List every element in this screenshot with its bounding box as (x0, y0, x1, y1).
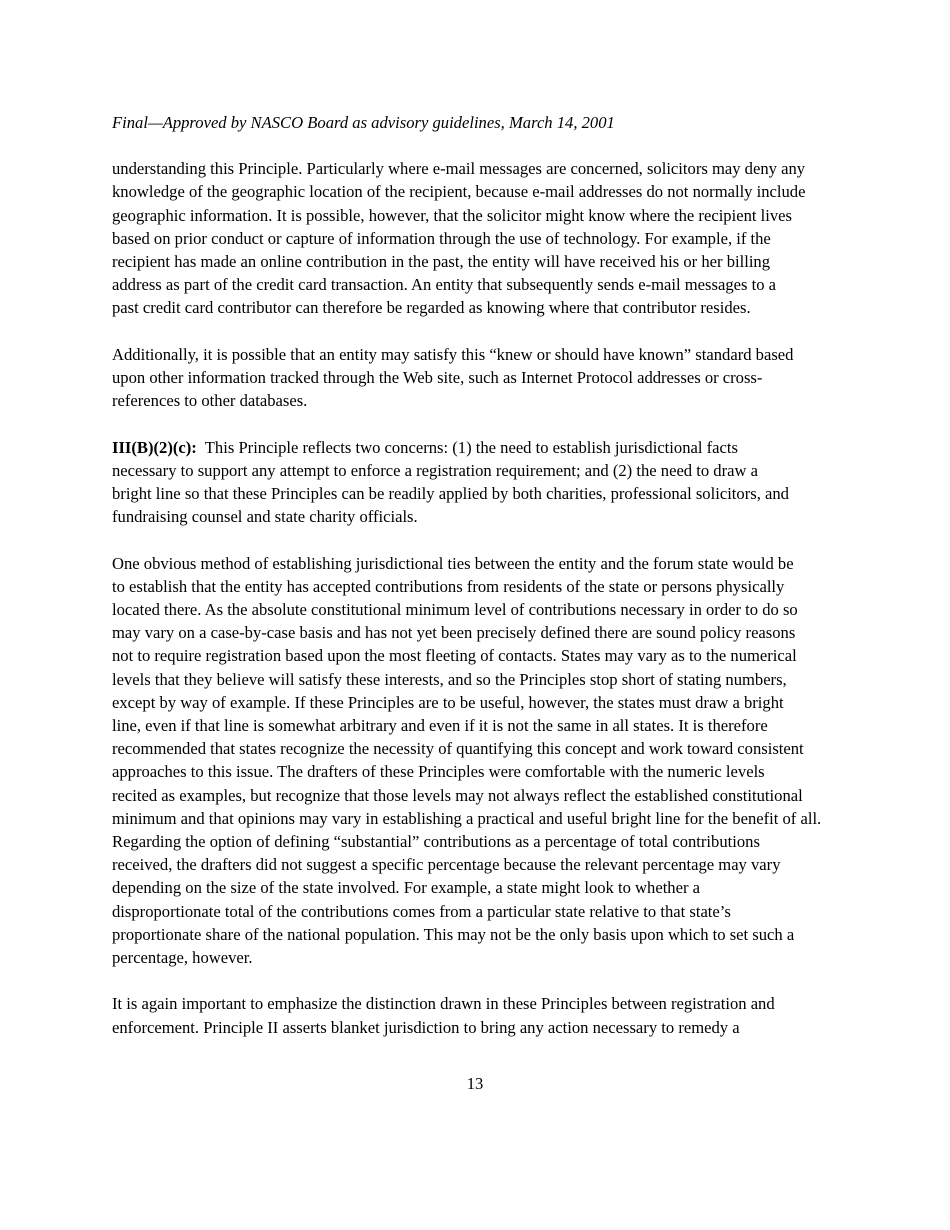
paragraph-line: address as part of the credit card transaction. An entity that subsequently sends e-mail messages to a (112, 275, 777, 295)
paragraph (112, 343, 847, 413)
paragraph-line: geographic information. It is possible, however, that the solicitor might know where the recipient lives (112, 205, 792, 225)
paragraph-line: Additionally, it is possible that an entity may satisfy this “knew or should have known” standard based (112, 344, 794, 364)
paragraph-line: upon other information tracked through the Web site, such as Internet Protocol addresses or cross- (112, 368, 763, 388)
paragraph (112, 157, 847, 319)
paragraph-line (112, 436, 847, 459)
paragraph-line: enforcement. Principle II asserts blanket jurisdiction to bring any action necessary to remedy a (112, 1017, 740, 1037)
paragraph (112, 992, 847, 1038)
document-header: Final—Approved by NASCO Board as advisory guidelines, March 14, 2001 (112, 113, 615, 132)
paragraph-line: received, the drafters did not suggest a specific percentage because the relevant percentage may vary (112, 855, 781, 875)
paragraph-line: Regarding the option of defining “substantial” contributions as a percentage of total contributions (112, 832, 760, 852)
paragraph-line: located there. As the absolute constitutional minimum level of contributions necessary in order to do so (112, 600, 798, 620)
paragraph-line: past credit card contributor can therefore be regarded as knowing where that contributor resides. (112, 298, 751, 318)
paragraph-line: necessary to support any attempt to enforce a registration requirement; and (2) the need to draw a (112, 460, 758, 480)
paragraph-line: recited as examples, but recognize that those levels may not always reflect the established constitutional (112, 785, 803, 805)
paragraph-line: approaches to this issue. The drafters of these Principles were comfortable with the numeric levels (112, 762, 765, 782)
paragraph-line: except by way of example. If these Principles are to be useful, however, the states must draw a bright (112, 692, 784, 712)
section-heading: III(B)(2)(c): (112, 437, 197, 457)
paragraph-line: knowledge of the geographic location of the recipient, because e-mail addresses do not normally include (112, 182, 806, 202)
paragraph-line: proportionate share of the national population. This may not be the only basis upon which to set such a (112, 924, 795, 944)
paragraph-line: fundraising counsel and state charity officials. (112, 507, 418, 527)
paragraph-line: references to other databases. (112, 391, 308, 411)
document-page (112, 111, 847, 1062)
paragraph-line: It is again important to emphasize the distinction drawn in these Principles between registration and (112, 994, 775, 1014)
paragraph-line: to establish that the entity has accepted contributions from residents of the state or persons physically (112, 576, 785, 596)
paragraph-line: based on prior conduct or capture of information through the use of technology. For example, if the (112, 228, 771, 248)
page-number: 13 (466, 1074, 484, 1093)
paragraph-line: recommended that states recognize the necessity of quantifying this concept and work toward consistent (112, 739, 804, 759)
paragraph-line: One obvious method of establishing jurisdictional ties between the entity and the forum state would be (112, 553, 794, 573)
paragraph (112, 552, 847, 970)
paragraph (112, 436, 847, 529)
paragraph-line: depending on the size of the state involved. For example, a state might look to whether a (112, 878, 701, 898)
paragraph-line: line, even if that line is somewhat arbitrary and even if it is not the same in all states. It is therefore (112, 716, 768, 736)
paragraph-line: levels that they believe will satisfy these interests, and so the Principles stop short of stating numbers, (112, 669, 787, 689)
paragraph-line: not to require registration based upon the most fleeting of contacts. States may vary as to the numerical (112, 646, 797, 666)
paragraph-line: understanding this Principle. Particularly where e-mail messages are concerned, solicitors may deny any (112, 159, 806, 179)
paragraph-line: disproportionate total of the contributions comes from a particular state relative to that state’s (112, 901, 731, 921)
paragraph-line: recipient has made an online contribution in the past, the entity will have received his or her billing (112, 252, 771, 272)
paragraph-line: bright line so that these Principles can be readily applied by both charities, professional solicitors, and (112, 484, 789, 504)
heading-line-text: This Principle reflects two concerns: (1) the need to establish jurisdictional facts (196, 437, 738, 457)
paragraph-line: percentage, however. (112, 948, 253, 968)
document-body (112, 157, 847, 1039)
paragraph-line: may vary on a case-by-case basis and has not yet been precisely defined there are sound policy reasons (112, 623, 796, 643)
paragraph-line: minimum and that opinions may vary in establishing a practical and useful bright line for the benefit of all. (112, 808, 822, 828)
